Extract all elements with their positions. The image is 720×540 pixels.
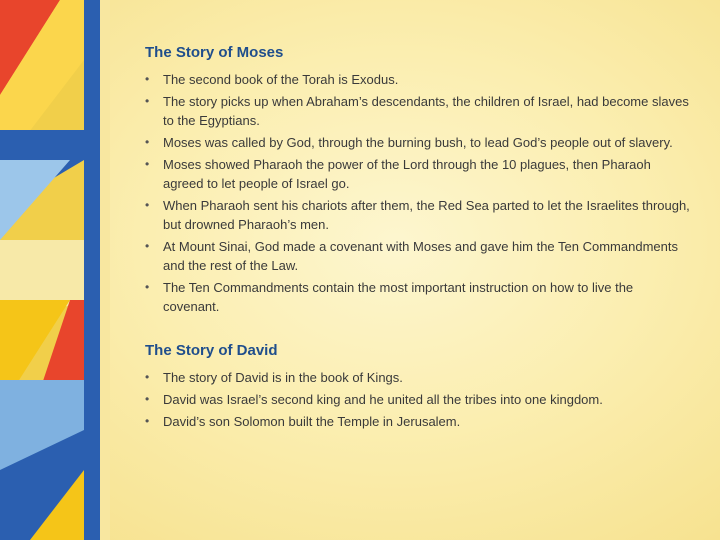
bullet-icon: •: [145, 414, 150, 428]
slide-content: [145, 44, 690, 434]
bullet-icon: •: [145, 157, 150, 171]
list-item: • When Pharaoh sent his chariots after them, the Red Sea parted to let the Israelites through, but drowned Pharaoh’s men.: [145, 198, 690, 232]
bullet-icon: •: [145, 94, 150, 108]
bullet-icon: •: [145, 280, 150, 294]
moses-heading: The Story of Moses: [145, 44, 284, 61]
bullet-icon: •: [145, 370, 150, 384]
moses-bullet-list: [145, 70, 690, 316]
list-item: • David was Israel’s second king and he united all the tribes into one kingdom.: [145, 392, 603, 407]
bullet-icon: •: [145, 392, 150, 406]
bullet-icon: •: [145, 135, 150, 149]
list-item: • Moses was called by God, through the burning bush, to lead God’s people out of slavery.: [145, 135, 673, 150]
decorative-side-graphic: [0, 0, 110, 540]
list-item: • David’s son Solomon built the Temple in Jerusalem.: [145, 414, 461, 429]
list-item: • The second book of the Torah is Exodus.: [145, 72, 399, 87]
david-heading: The Story of David: [145, 342, 278, 359]
list-item: • The story picks up when Abraham’s descendants, the children of Israel, had become slaves to the Egyptians.: [145, 94, 689, 128]
list-item: • At Mount Sinai, God made a covenant with Moses and gave him the Ten Commandments and the rest of the Law.: [145, 239, 678, 273]
bullet-icon: •: [145, 198, 150, 212]
david-bullet-list: [145, 368, 690, 431]
list-item: • The Ten Commandments contain the most important instruction on how to live the covenant.: [145, 280, 634, 314]
list-item: • The story of David is in the book of Kings.: [145, 370, 403, 385]
bullet-icon: •: [145, 239, 150, 253]
list-item: • Moses showed Pharaoh the power of the Lord through the 10 plagues, then Pharaoh agreed to let people of Israel go.: [145, 157, 651, 191]
bullet-icon: •: [145, 72, 150, 86]
